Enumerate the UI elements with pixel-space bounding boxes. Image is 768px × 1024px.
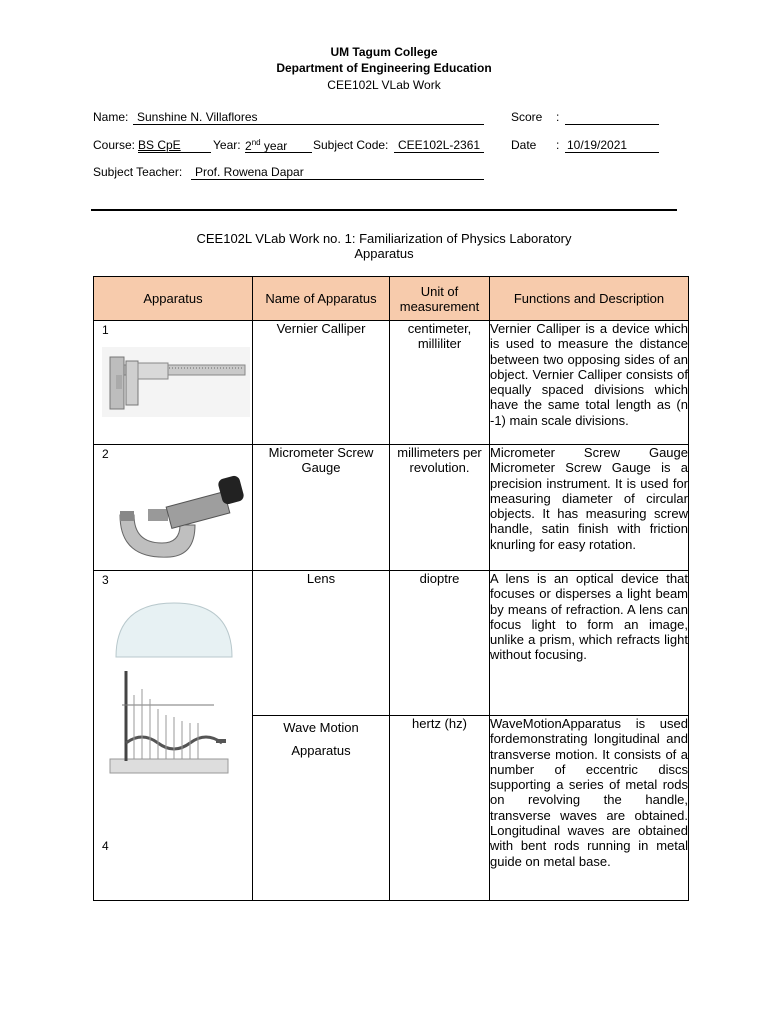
unit-cell: hertz (hz)	[390, 716, 490, 901]
horizontal-rule	[91, 209, 677, 211]
name-line1: Wave Motion	[283, 720, 359, 735]
header-apparatus: Apparatus	[94, 277, 253, 321]
apparatus-cell	[94, 445, 253, 571]
date-colon: :	[556, 138, 560, 152]
date-value: 10/19/2021	[567, 138, 628, 152]
department-name: Department of Engineering Education	[276, 61, 492, 75]
name-cell: Vernier Calliper	[253, 321, 390, 445]
lens-image	[114, 599, 234, 659]
header-unit: Unit of measurement	[390, 277, 490, 321]
vernier-calliper-image	[102, 347, 250, 417]
score-colon: :	[556, 110, 560, 124]
name-value: Sunshine N. Villaflores	[137, 110, 258, 124]
subject-code-label: Subject Code:	[313, 138, 389, 152]
teacher-label: Subject Teacher:	[93, 165, 183, 179]
description-cell: Vernier Calliper is a device which is used to measure the distance between two opposing sides of an object. Vernier Calliper consists of equally spaced divisions which have the same total length as (n -1) main scale divisions.	[490, 321, 689, 445]
row-number: 1	[102, 323, 109, 337]
name-label: Name:	[93, 110, 129, 124]
work-title-line2: Apparatus	[354, 246, 414, 261]
unit-cell: dioptre	[390, 571, 490, 716]
unit-cell: millimeters per revolution.	[390, 445, 490, 571]
subject-code-value: CEE102L-2361	[398, 138, 481, 152]
score-blank	[565, 124, 659, 125]
row-number: 2	[102, 447, 109, 461]
description-cell: A lens is an optical device that focuses or disperses a light beam by means of refraction. A lens can focus light to form an image, unlike a prism, which refracts light without focusing.	[490, 571, 689, 716]
course-value: BS CpE	[138, 138, 181, 152]
year-value: 2	[245, 139, 252, 153]
apparatus-table	[93, 276, 689, 901]
apparatus-cell	[94, 321, 253, 445]
name-cell: Lens	[253, 571, 390, 716]
year-suffix: year	[260, 139, 288, 153]
course-work-title: CEE102L VLab Work	[327, 78, 441, 92]
year-sup: nd	[251, 138, 261, 147]
apparatus-cell	[94, 571, 253, 901]
unit-cell: centimeter, milliliter	[390, 321, 490, 445]
row-number: 3	[102, 573, 109, 587]
year-label: Year:	[213, 138, 241, 152]
table-row	[94, 321, 689, 445]
name-line2: Apparatus	[291, 743, 351, 758]
year-underline	[245, 152, 312, 153]
description-cell: Micrometer Screw Gauge Micrometer Screw Gauge is a precision instrument. It is used for measuring diameter of circular objects. It has measuring screw handle, satin finish with friction knurling for easy rotation.	[490, 445, 689, 571]
date-underline	[565, 152, 659, 153]
college-name: UM Tagum College	[330, 45, 438, 59]
row-number: 4	[102, 839, 109, 853]
teacher-underline	[191, 179, 484, 180]
course-underline	[138, 152, 211, 153]
name-cell	[253, 716, 390, 901]
work-title	[0, 231, 768, 261]
wave-motion-apparatus-image	[104, 665, 234, 781]
course-label: Course:	[93, 138, 136, 152]
year-value-group	[245, 138, 287, 153]
name-underline	[133, 124, 484, 125]
teacher-value: Prof. Rowena Dapar	[195, 165, 304, 179]
table-row	[94, 445, 689, 571]
header-name: Name of Apparatus	[253, 277, 390, 321]
name-cell: Micrometer Screw Gauge	[253, 445, 390, 571]
table-header-row	[94, 277, 689, 321]
score-label: Score	[511, 110, 543, 124]
header-description: Functions and Description	[490, 277, 689, 321]
micrometer-image	[100, 465, 250, 565]
description-cell: WaveMotionApparatus is used fordemonstrating longitudinal and transverse motion. It consists of a number of eccentric discs supporting a series of metal rods on revolving the handle, transverse waves are obtained. Longitudinal waves are obtained with bent rods running in metal guide on metal base.	[490, 716, 689, 901]
date-label: Date	[511, 138, 537, 152]
table-row	[94, 571, 689, 716]
subject-code-underline	[394, 152, 484, 153]
work-title-line1: CEE102L VLab Work no. 1: Familiarization of Physics Laboratory	[196, 231, 572, 246]
